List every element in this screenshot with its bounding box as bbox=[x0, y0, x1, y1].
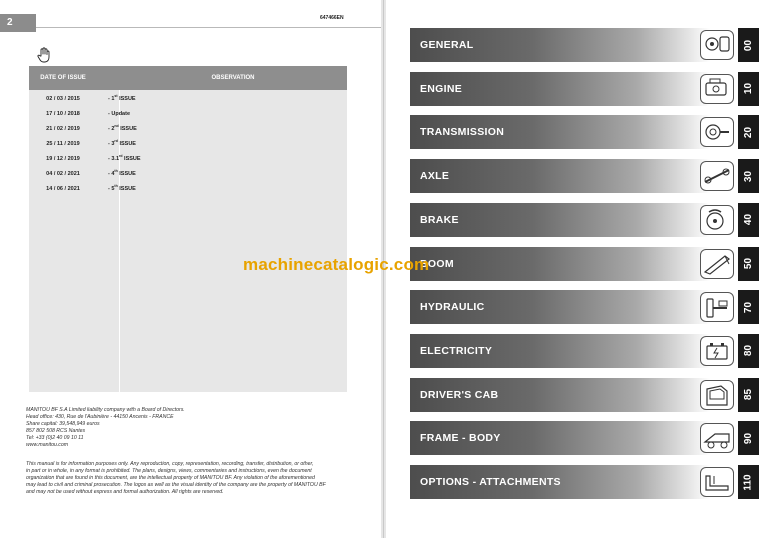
issue-date: 14 / 06 / 2021 bbox=[46, 186, 80, 192]
section-number-box bbox=[738, 378, 759, 412]
issue-observation bbox=[108, 153, 141, 165]
ordinal-suffix: rd bbox=[119, 154, 123, 158]
table-row bbox=[29, 138, 347, 150]
section-tab[interactable] bbox=[410, 115, 759, 149]
company-info bbox=[26, 407, 346, 449]
ordinal-suffix: rd bbox=[114, 139, 118, 143]
section-number: 40 bbox=[743, 214, 754, 226]
observation-suffix: ISSUE bbox=[117, 186, 136, 192]
section-number-wrap bbox=[738, 465, 759, 499]
section-number: 90 bbox=[743, 432, 754, 444]
section-number-wrap bbox=[738, 334, 759, 368]
section-number: 10 bbox=[743, 83, 754, 95]
engine-icon bbox=[700, 74, 734, 104]
page-number: 2 bbox=[0, 14, 36, 32]
table-row bbox=[29, 153, 347, 165]
observation-suffix: ISSUE bbox=[117, 171, 136, 177]
section-number-box bbox=[738, 115, 759, 149]
hydraulic-icon bbox=[700, 292, 734, 322]
legal-line: This manual is for information purposes only. Any reproduction, copy, representation, recording, transfer, distribution, or other, bbox=[26, 461, 314, 467]
section-label: DRIVER'S CAB bbox=[420, 388, 499, 401]
company-line: Tel: +33 (0)2 40 09 10 11 bbox=[26, 435, 84, 441]
section-number-box bbox=[738, 159, 759, 193]
column-header-observation: OBSERVATION bbox=[211, 75, 255, 81]
observation-suffix: ISSUE bbox=[118, 126, 137, 132]
company-line: Head office: 430, Rue de l'Aubinière - 44150 Ancenis - FRANCE bbox=[26, 414, 174, 420]
section-number-box bbox=[738, 334, 759, 368]
ordinal-suffix: th bbox=[114, 169, 118, 173]
axle-icon bbox=[700, 161, 734, 191]
section-number-wrap bbox=[738, 28, 759, 62]
brake-icon bbox=[700, 205, 734, 235]
section-label: FRAME - BODY bbox=[420, 432, 501, 445]
observation-suffix: ISSUE bbox=[122, 156, 141, 162]
drivers-cab-icon bbox=[700, 380, 734, 410]
section-tab[interactable] bbox=[410, 247, 759, 281]
section-number-wrap bbox=[738, 159, 759, 193]
section-tab[interactable] bbox=[410, 465, 759, 499]
table-header bbox=[29, 66, 347, 90]
issue-observation bbox=[108, 108, 130, 120]
section-number: 70 bbox=[743, 301, 754, 313]
frame-body-icon bbox=[700, 423, 734, 453]
table-row bbox=[29, 93, 347, 105]
section-number: 110 bbox=[742, 473, 754, 491]
section-label: TRANSMISSION bbox=[420, 126, 505, 139]
observation-text: - 2 bbox=[108, 126, 115, 132]
section-tab[interactable] bbox=[410, 28, 759, 62]
section-number-box bbox=[738, 247, 759, 281]
section-number-wrap bbox=[738, 421, 759, 455]
section-number-wrap bbox=[738, 115, 759, 149]
section-tab[interactable] bbox=[410, 203, 759, 237]
issue-observation bbox=[108, 138, 136, 150]
company-line: 857 802 508 RCS Nantes bbox=[26, 428, 86, 434]
observation-text: - 1 bbox=[108, 96, 115, 102]
section-tab[interactable] bbox=[410, 290, 759, 324]
issue-date: 21 / 02 / 2019 bbox=[46, 126, 80, 132]
section-label: ELECTRICITY bbox=[420, 344, 493, 357]
issue-date: 02 / 03 / 2015 bbox=[46, 96, 80, 102]
issue-date: 25 / 11 / 2019 bbox=[46, 141, 80, 147]
section-number-box bbox=[738, 203, 759, 237]
ordinal-suffix: nd bbox=[114, 124, 119, 128]
revision-table bbox=[29, 66, 347, 392]
observation-text: - 3 bbox=[108, 141, 115, 147]
section-label: GENERAL bbox=[420, 39, 474, 51]
section-label: OPTIONS - ATTACHMENTS bbox=[420, 476, 561, 488]
column-header-date: DATE OF ISSUE bbox=[40, 75, 86, 81]
section-tab[interactable] bbox=[410, 421, 759, 455]
section-number-wrap bbox=[738, 290, 759, 324]
section-label: ENGINE bbox=[420, 82, 463, 95]
section-number-wrap bbox=[738, 203, 759, 237]
section-number-wrap bbox=[738, 378, 759, 412]
transmission-icon bbox=[700, 117, 734, 147]
issue-observation bbox=[108, 93, 136, 105]
section-number: 85 bbox=[743, 389, 754, 401]
section-number: 20 bbox=[743, 126, 754, 138]
issue-observation bbox=[108, 183, 136, 195]
section-number: 50 bbox=[743, 257, 754, 270]
observation-text: - 4 bbox=[108, 171, 115, 177]
section-label: AXLE bbox=[420, 170, 450, 183]
section-label: HYDRAULIC bbox=[420, 301, 485, 314]
section-tab[interactable] bbox=[410, 159, 759, 193]
ordinal-suffix: th bbox=[114, 184, 118, 188]
hand-pointer-icon bbox=[37, 47, 51, 63]
section-number-wrap bbox=[738, 247, 759, 281]
ordinal-suffix: st bbox=[114, 94, 118, 98]
company-line: Share capital: 39,548,949 euros bbox=[26, 421, 100, 427]
section-number-box bbox=[738, 28, 759, 62]
observation-text: - 3.1 bbox=[108, 156, 120, 162]
header-rule bbox=[36, 27, 381, 28]
section-tab[interactable] bbox=[410, 72, 759, 106]
issue-date: 17 / 10 / 2018 bbox=[46, 111, 80, 117]
issue-date: 19 / 12 / 2019 bbox=[46, 156, 80, 162]
column-separator bbox=[119, 90, 120, 392]
section-number-box bbox=[738, 72, 759, 106]
legal-line: in part or in whole, in any format is prohibited. The plans, designs, views, commentaries and instructions, even the document bbox=[26, 468, 312, 474]
legal-line: may lead to civil and criminal prosecution. The logos as well as the visual identity of the company are the property of MANITOU BF bbox=[26, 482, 326, 488]
section-tab[interactable] bbox=[410, 334, 759, 368]
section-number-box bbox=[738, 465, 759, 499]
section-number: 80 bbox=[743, 345, 754, 357]
attachments-icon bbox=[700, 467, 734, 497]
section-label: BRAKE bbox=[420, 213, 459, 226]
electricity-icon bbox=[700, 336, 734, 366]
issue-observation bbox=[108, 123, 137, 135]
document-reference: 647466EN bbox=[320, 15, 344, 21]
table-row bbox=[29, 123, 347, 135]
general-icon bbox=[700, 30, 734, 60]
section-number-wrap bbox=[738, 72, 759, 106]
section-number: 00 bbox=[743, 39, 754, 51]
observation-suffix: ISSUE bbox=[117, 141, 136, 147]
section-number-box bbox=[738, 290, 759, 324]
legal-line: organization that are found in this document, are the intellectual property of MANITOU BF. Any violation of the aforementioned bbox=[26, 475, 315, 481]
legal-notice bbox=[26, 461, 361, 496]
section-number-box bbox=[738, 421, 759, 455]
watermark: machinecatalogic.com bbox=[243, 255, 430, 274]
issue-observation bbox=[108, 168, 136, 180]
table-row bbox=[29, 108, 347, 120]
observation-text: - Update bbox=[108, 111, 130, 117]
company-line: MANITOU BF S.A Limited liability company with a Board of Directors. bbox=[26, 407, 185, 413]
section-number: 30 bbox=[743, 170, 754, 182]
observation-suffix: ISSUE bbox=[117, 96, 136, 102]
section-tab[interactable] bbox=[410, 378, 759, 412]
section-label: BOOM bbox=[420, 257, 454, 270]
legal-line: and may not be used without express and formal authorization. All rights are reserved. bbox=[26, 489, 224, 495]
boom-icon bbox=[700, 249, 734, 279]
table-row bbox=[29, 183, 347, 195]
company-line: www.manitou.com bbox=[26, 442, 69, 448]
issue-date: 04 / 02 / 2021 bbox=[46, 171, 80, 177]
table-row bbox=[29, 168, 347, 180]
observation-text: - 5 bbox=[108, 186, 115, 192]
